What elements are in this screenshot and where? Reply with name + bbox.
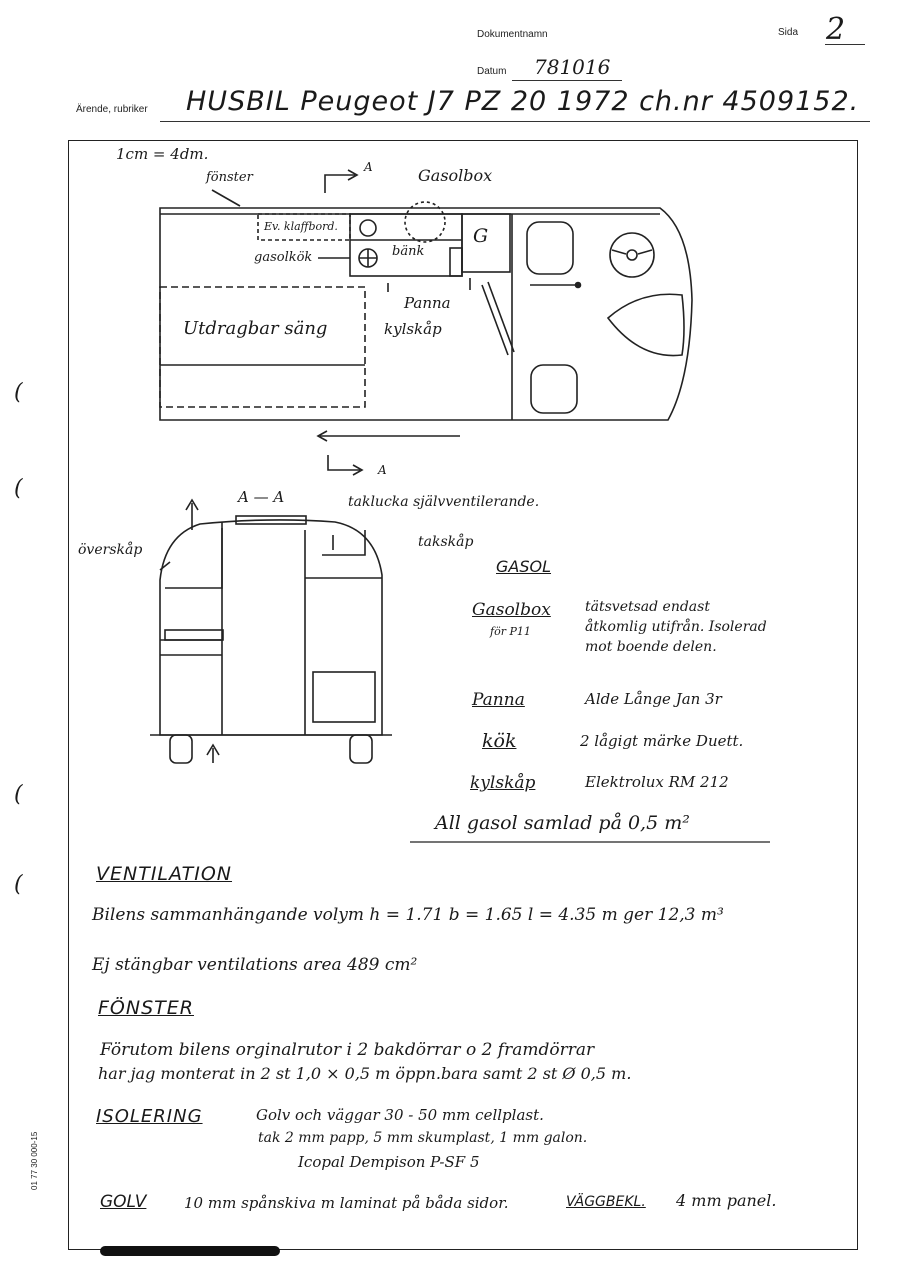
gasol-row-value: tätsvetsad endast åtkomlig utifrån. Isolerad mot boende delen. — [585, 599, 767, 655]
sida-value: 2 — [826, 12, 846, 47]
fonster-line2: har jag monterat in 2 st 1,0 × 0,5 m öppn.bara samt 2 st Ø 0,5 m. — [98, 1064, 632, 1083]
plan-gasolbox-label: Gasolbox — [418, 166, 493, 185]
ventilation-line2: Ej stängbar ventilations area 489 cm² — [92, 955, 418, 975]
section-overskap-label: överskåp — [78, 542, 143, 558]
vagg-text: 4 mm panel. — [676, 1191, 777, 1210]
binder-mark: ( — [14, 476, 23, 501]
gasol-row-value: Alde Långe Jan 3r — [585, 690, 722, 708]
plan-fonster-label: fönster — [206, 170, 253, 185]
binder-mark: ( — [14, 380, 23, 405]
form-code: 01 77 30 000-15 — [30, 1131, 39, 1190]
binder-mark: ( — [14, 872, 23, 897]
isolering-line3: Icopal Dempison P-SF 5 — [298, 1153, 480, 1171]
golv-text: 10 mm spånskiva m laminat på båda sidor. — [184, 1194, 509, 1212]
isolering-line1: Golv och väggar 30 - 50 mm cellplast. — [256, 1106, 544, 1124]
golv-heading: GOLV — [100, 1192, 147, 1212]
dokumentnamn-label: Dokumentnamn — [477, 29, 548, 40]
document-title: HUSBIL Peugeot J7 PZ 20 1972 ch.nr 4509152. — [186, 86, 860, 117]
fonster-line1: Förutom bilens orginalrutor i 2 bakdörrar o 2 framdörrar — [100, 1040, 595, 1060]
plan-klaffbord-label: Ev. klaffbord. — [264, 220, 338, 233]
datum-value: 781016 — [534, 55, 611, 79]
gasol-row-value: Elektrolux RM 212 — [585, 773, 729, 791]
ventilation-line1: Bilens sammanhängande volym h = 1.71 b = 1.65 l = 4.35 m ger 12,3 m³ — [92, 905, 724, 925]
gasol-row-label: kylskåp — [470, 773, 536, 793]
binder-mark: ( — [14, 782, 23, 807]
plan-section-arrow-top: A — [364, 160, 373, 174]
gasol-row-sub: för P11 — [490, 625, 531, 638]
datum-label: Datum — [477, 66, 507, 77]
scribbled-out-text — [100, 1246, 280, 1256]
plan-section-arrow-bottom: A — [378, 463, 387, 477]
sida-label: Sida — [778, 27, 799, 38]
isolering-heading: ISOLERING — [96, 1106, 203, 1127]
vagg-heading: VÄGGBEKL. — [566, 1194, 646, 1210]
fonster-heading: FÖNSTER — [98, 997, 194, 1019]
plan-gasolkok-label: gasolkök — [254, 250, 313, 265]
gasol-row-label: kök — [482, 730, 517, 752]
arende-label: Ärende, rubriker — [76, 104, 148, 115]
section-drawing — [150, 500, 392, 763]
plan-kylskap-label: kylskåp — [384, 320, 442, 338]
gasol-summary: All gasol samlad på 0,5 m² — [435, 812, 690, 834]
plan-bank-label: bänk — [392, 244, 425, 259]
section-takskap-label: takskåp — [418, 534, 474, 550]
gasol-row-label: Panna — [472, 690, 525, 710]
gasol-row-label: Gasolbox — [472, 600, 551, 620]
isolering-line2: tak 2 mm papp, 5 mm skumplast, 1 mm galon. — [258, 1130, 588, 1146]
plan-panna-label: Panna — [404, 294, 451, 312]
plan-sang-label: Utdragbar säng — [183, 318, 328, 339]
plan-scale: 1cm = 4dm. — [116, 145, 209, 163]
gasol-heading: GASOL — [496, 557, 552, 576]
section-taklucka-label: taklucka självventilerande. — [348, 494, 540, 510]
section-title: A — A — [238, 488, 285, 506]
ventilation-heading: VENTILATION — [96, 863, 233, 885]
gasol-row-value: 2 lågigt märke Duett. — [580, 732, 744, 750]
plan-g-mark: G — [473, 225, 489, 247]
